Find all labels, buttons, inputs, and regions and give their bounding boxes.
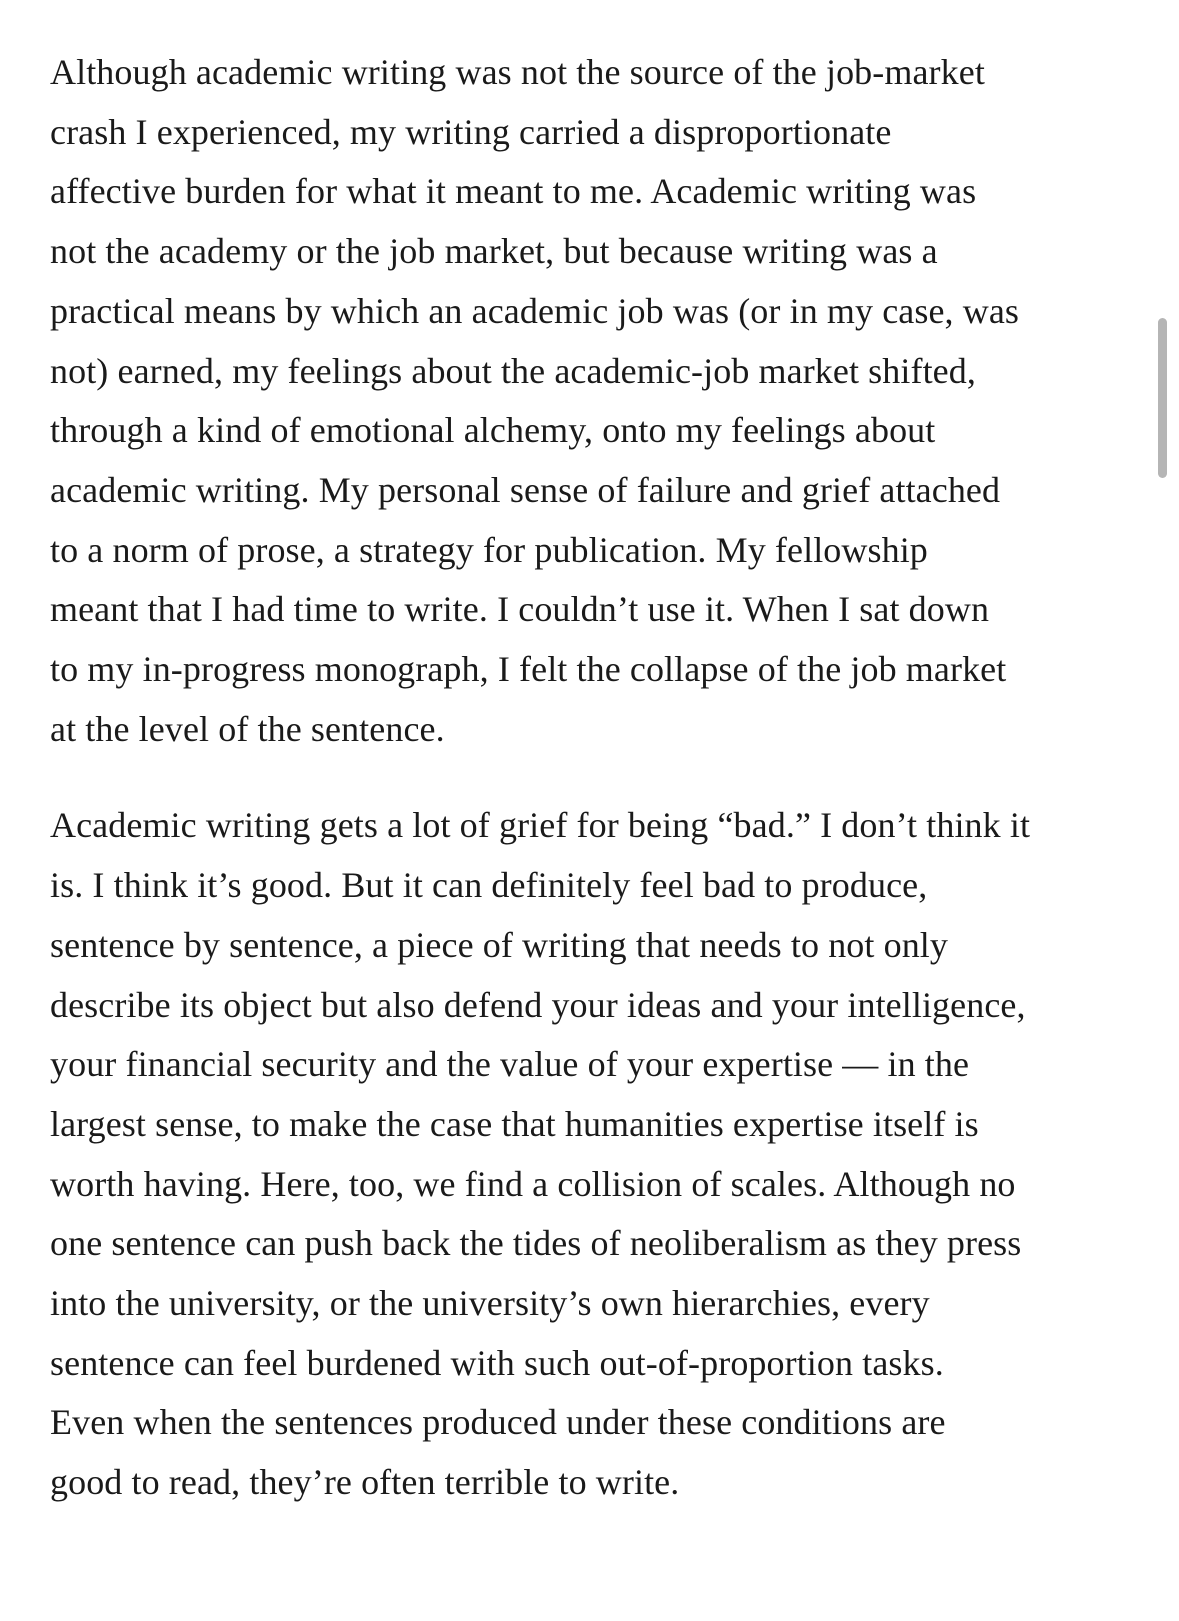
text-line: one sentence can push back the tides of neoliberalism as they press: [50, 1223, 1022, 1264]
text-line: not) earned, my feelings about the academic-job market shifted,: [50, 350, 976, 391]
text-line: Although academic writing was not the source of the job-market: [50, 52, 985, 92]
text-line: at the level of the sentence.: [50, 708, 445, 749]
text-line: into the university, or the university’s own hierarchies, every: [50, 1283, 930, 1324]
text-line: to my in-progress monograph, I felt the collapse of the job market: [50, 649, 1007, 690]
paragraph-1: [50, 43, 1100, 759]
text-line: worth having. Here, too, we find a collision of scales. Although no: [50, 1163, 1016, 1204]
text-line: Academic writing gets a lot of grief for being “bad.” I don’t think it: [50, 805, 1031, 846]
text-line: through a kind of emotional alchemy, onto my feelings about: [50, 410, 936, 451]
text-line: affective burden for what it meant to me. Academic writing was: [50, 171, 977, 212]
scrollbar-thumb[interactable]: [1158, 318, 1167, 478]
text-line: crash I experienced, my writing carried a disproportionate: [50, 111, 892, 152]
text-line: largest sense, to make the case that humanities expertise itself is: [50, 1103, 979, 1144]
text-line: your financial security and the value of your expertise — in the: [50, 1044, 970, 1085]
text-line: good to read, they’re often terrible to write.: [50, 1462, 680, 1503]
text-line: describe its object but also defend your ideas and your intelligence,: [50, 984, 1026, 1025]
paragraph-2: [50, 796, 1100, 1512]
text-line: sentence can feel burdened with such out-of-proportion tasks.: [50, 1342, 944, 1383]
text-line: practical means by which an academic job was (or in my case, was: [50, 290, 1020, 331]
text-line: sentence by sentence, a piece of writing that needs to not only: [50, 924, 949, 965]
text-line: is. I think it’s good. But it can definitely feel bad to produce,: [50, 865, 928, 906]
text-line: Even when the sentences produced under these conditions are: [50, 1402, 946, 1443]
text-line: academic writing. My personal sense of failure and grief attached: [50, 469, 1001, 510]
text-line: not the academy or the job market, but because writing was a: [50, 231, 938, 272]
text-line: meant that I had time to write. I couldn’t use it. When I sat down: [50, 589, 990, 630]
text-line: to a norm of prose, a strategy for publication. My fellowship: [50, 529, 928, 570]
article-body: [50, 43, 1100, 1513]
